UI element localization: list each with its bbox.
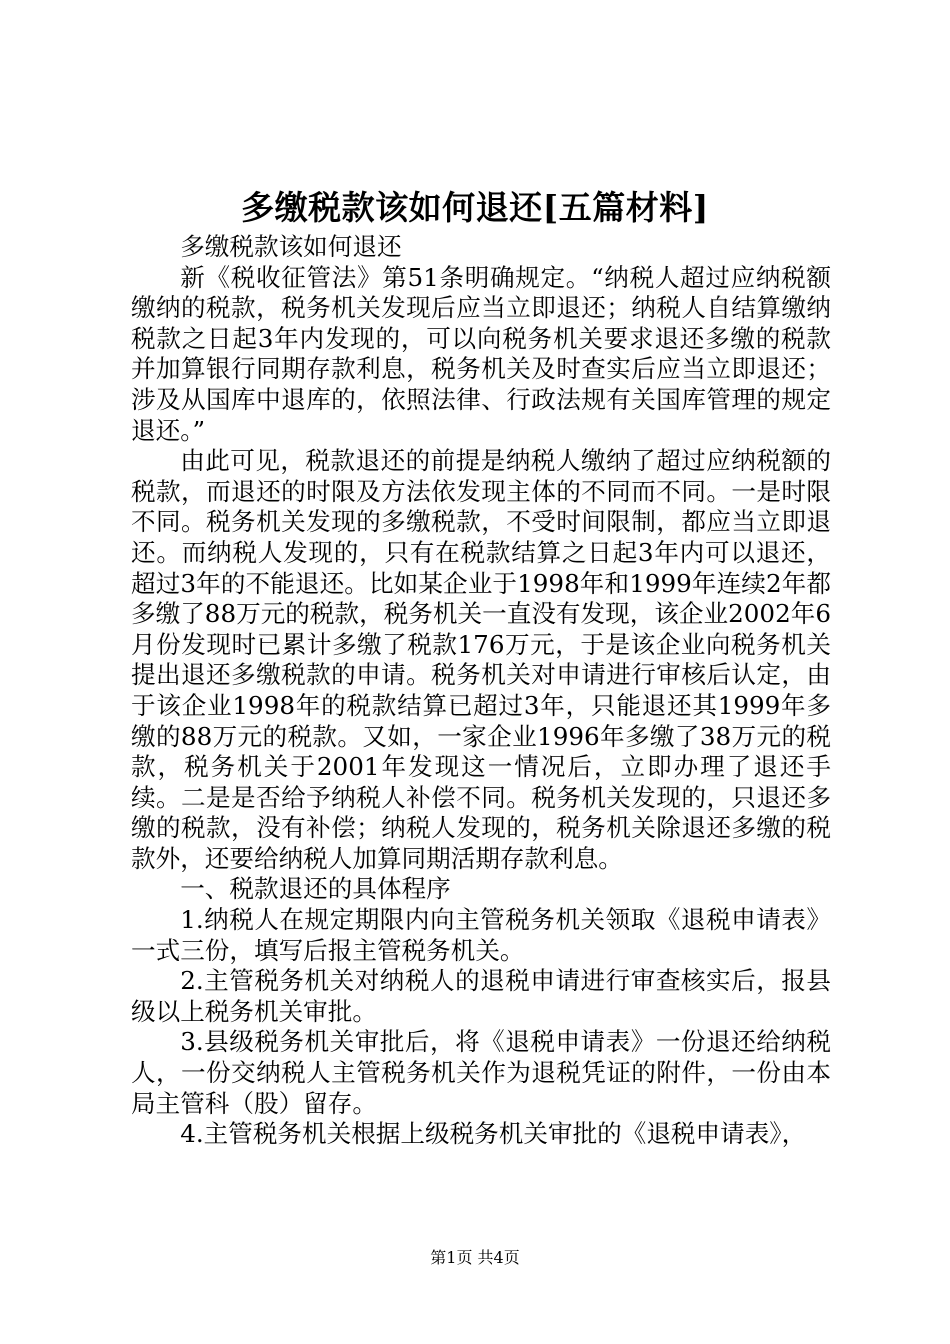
section-heading: 一、税款退还的具体程序: [180, 874, 451, 904]
procedure-step-4: 4.主管税务机关根据上级税务机关审批的《退税申请表》，: [180, 1119, 807, 1149]
subtitle-paragraph: 多缴税款该如何退还: [180, 232, 402, 261]
document-body: [131, 232, 831, 1150]
law-quote-paragraph: 新《税收征管法》第51条明确规定。“纳税人超过应纳税额缴纳的税款，税务机关发现后应当立即退还；纳税人自结算缴纳税款之日起3年内发现的，可以向税务机关要求退还多缴的税款并加算银行同期存款利息，税务机关及时查实后应当立即退还；涉及从国库中退库的，依照法律、行政法规有关国库管理的规定退还。”: [131, 262, 831, 445]
analysis-paragraph: 由此可见，税款退还的前提是纳税人缴纳了超过应纳税额的税款，而退还的时限及方法依发现主体的不同而不同。一是时限不同。税务机关发现的多缴税款，不受时间限制，都应当立即退还。而纳税人发现的，只有在税款结算之日起3年内可以退还，超过3年的不能退还。比如某企业于1998年和1999年连续2年都多缴了88万元的税款，税务机关一直没有发现，该企业2002年6月份发现时已累计多缴了税款176万元，于是该企业向税务机关提出退还多缴税款的申请。税务机关对申请进行审核后认定，由于该企业1998年的税款结算已超过3年，只能退还其1999年多缴的88万元的税款。又如，一家企业1996年多缴了38万元的税款，税务机关于2001年发现这一情况后，立即办理了退还手续。二是是否给予纳税人补偿不同。税务机关发现的，只退还多缴的税款，没有补偿；纳税人发现的，税务机关除退还多缴的税款外，还要给纳税人加算同期活期存款利息。: [131, 446, 831, 873]
procedure-step-3: 3.县级税务机关审批后，将《退税申请表》一份退还给纳税人，一份交纳税人主管税务机关作为退税凭证的附件，一份由本局主管科（股）留存。: [131, 1027, 831, 1118]
procedure-step-2: 2.主管税务机关对纳税人的退税申请进行审查核实后，报县级以上税务机关审批。: [131, 966, 831, 1026]
page-footer: 第1页 共4页: [430, 1248, 520, 1267]
document-title: 多缴税款该如何退还[五篇材料]: [241, 188, 709, 227]
procedure-step-1: 1.纳税人在规定期限内向主管税务机关领取《退税申请表》一式三份，填写后报主管税务机关。: [131, 905, 831, 965]
